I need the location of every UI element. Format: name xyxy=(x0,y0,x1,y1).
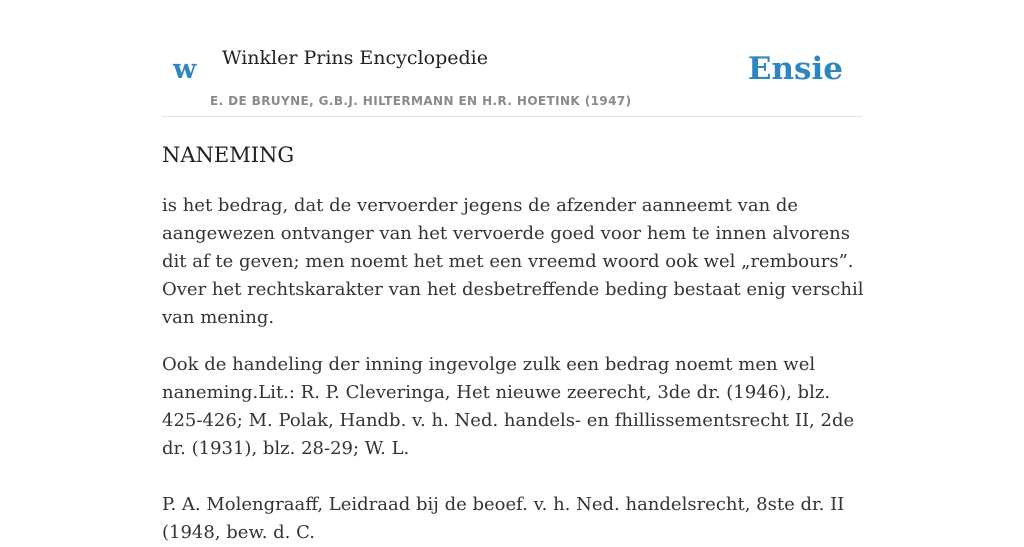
entry-paragraph: Ook de handeling der inning ingevolge zulk een bedrag noemt men wel naneming.Lit.: R. P. Cleveringa, Het nieuwe zeerecht, 3de dr. (1946), blz. 425-426; M. Polak, Handb. v. h. Ned. handels- en fhillissementsrecht II, 2de dr. (1931), blz. 28-29; W. L. xyxy=(162,354,855,459)
entry-body xyxy=(162,192,864,547)
site-logo[interactable]: w xyxy=(173,54,197,85)
ensie-brand-logo[interactable]: Ensie xyxy=(747,51,843,87)
site-title[interactable]: Winkler Prins Encyclopedie xyxy=(222,47,488,69)
authors-byline: E. DE BRUYNE, G.B.J. HILTERMANN EN H.R. HOETINK (1947) xyxy=(210,94,632,108)
site-header xyxy=(162,0,862,117)
entry-title: NANEMING xyxy=(162,143,295,167)
entry-paragraph: is het bedrag, dat de vervoerder jegens de afzender aanneemt van de aangewezen ontvanger van het vervoerde goed voor hem te innen alvorens dit af te geven; men noemt het met een vreemd woord ook wel „rembours”. Over het rechtskarakter van het desbetreffende beding bestaat enig verschil van mening. xyxy=(162,195,864,328)
entry-paragraph: P. A. Molengraaff, Leidraad bij de beoef. v. h. Ned. handelsrecht, 8ste dr. II (1948, bew. d. C. xyxy=(162,494,845,543)
